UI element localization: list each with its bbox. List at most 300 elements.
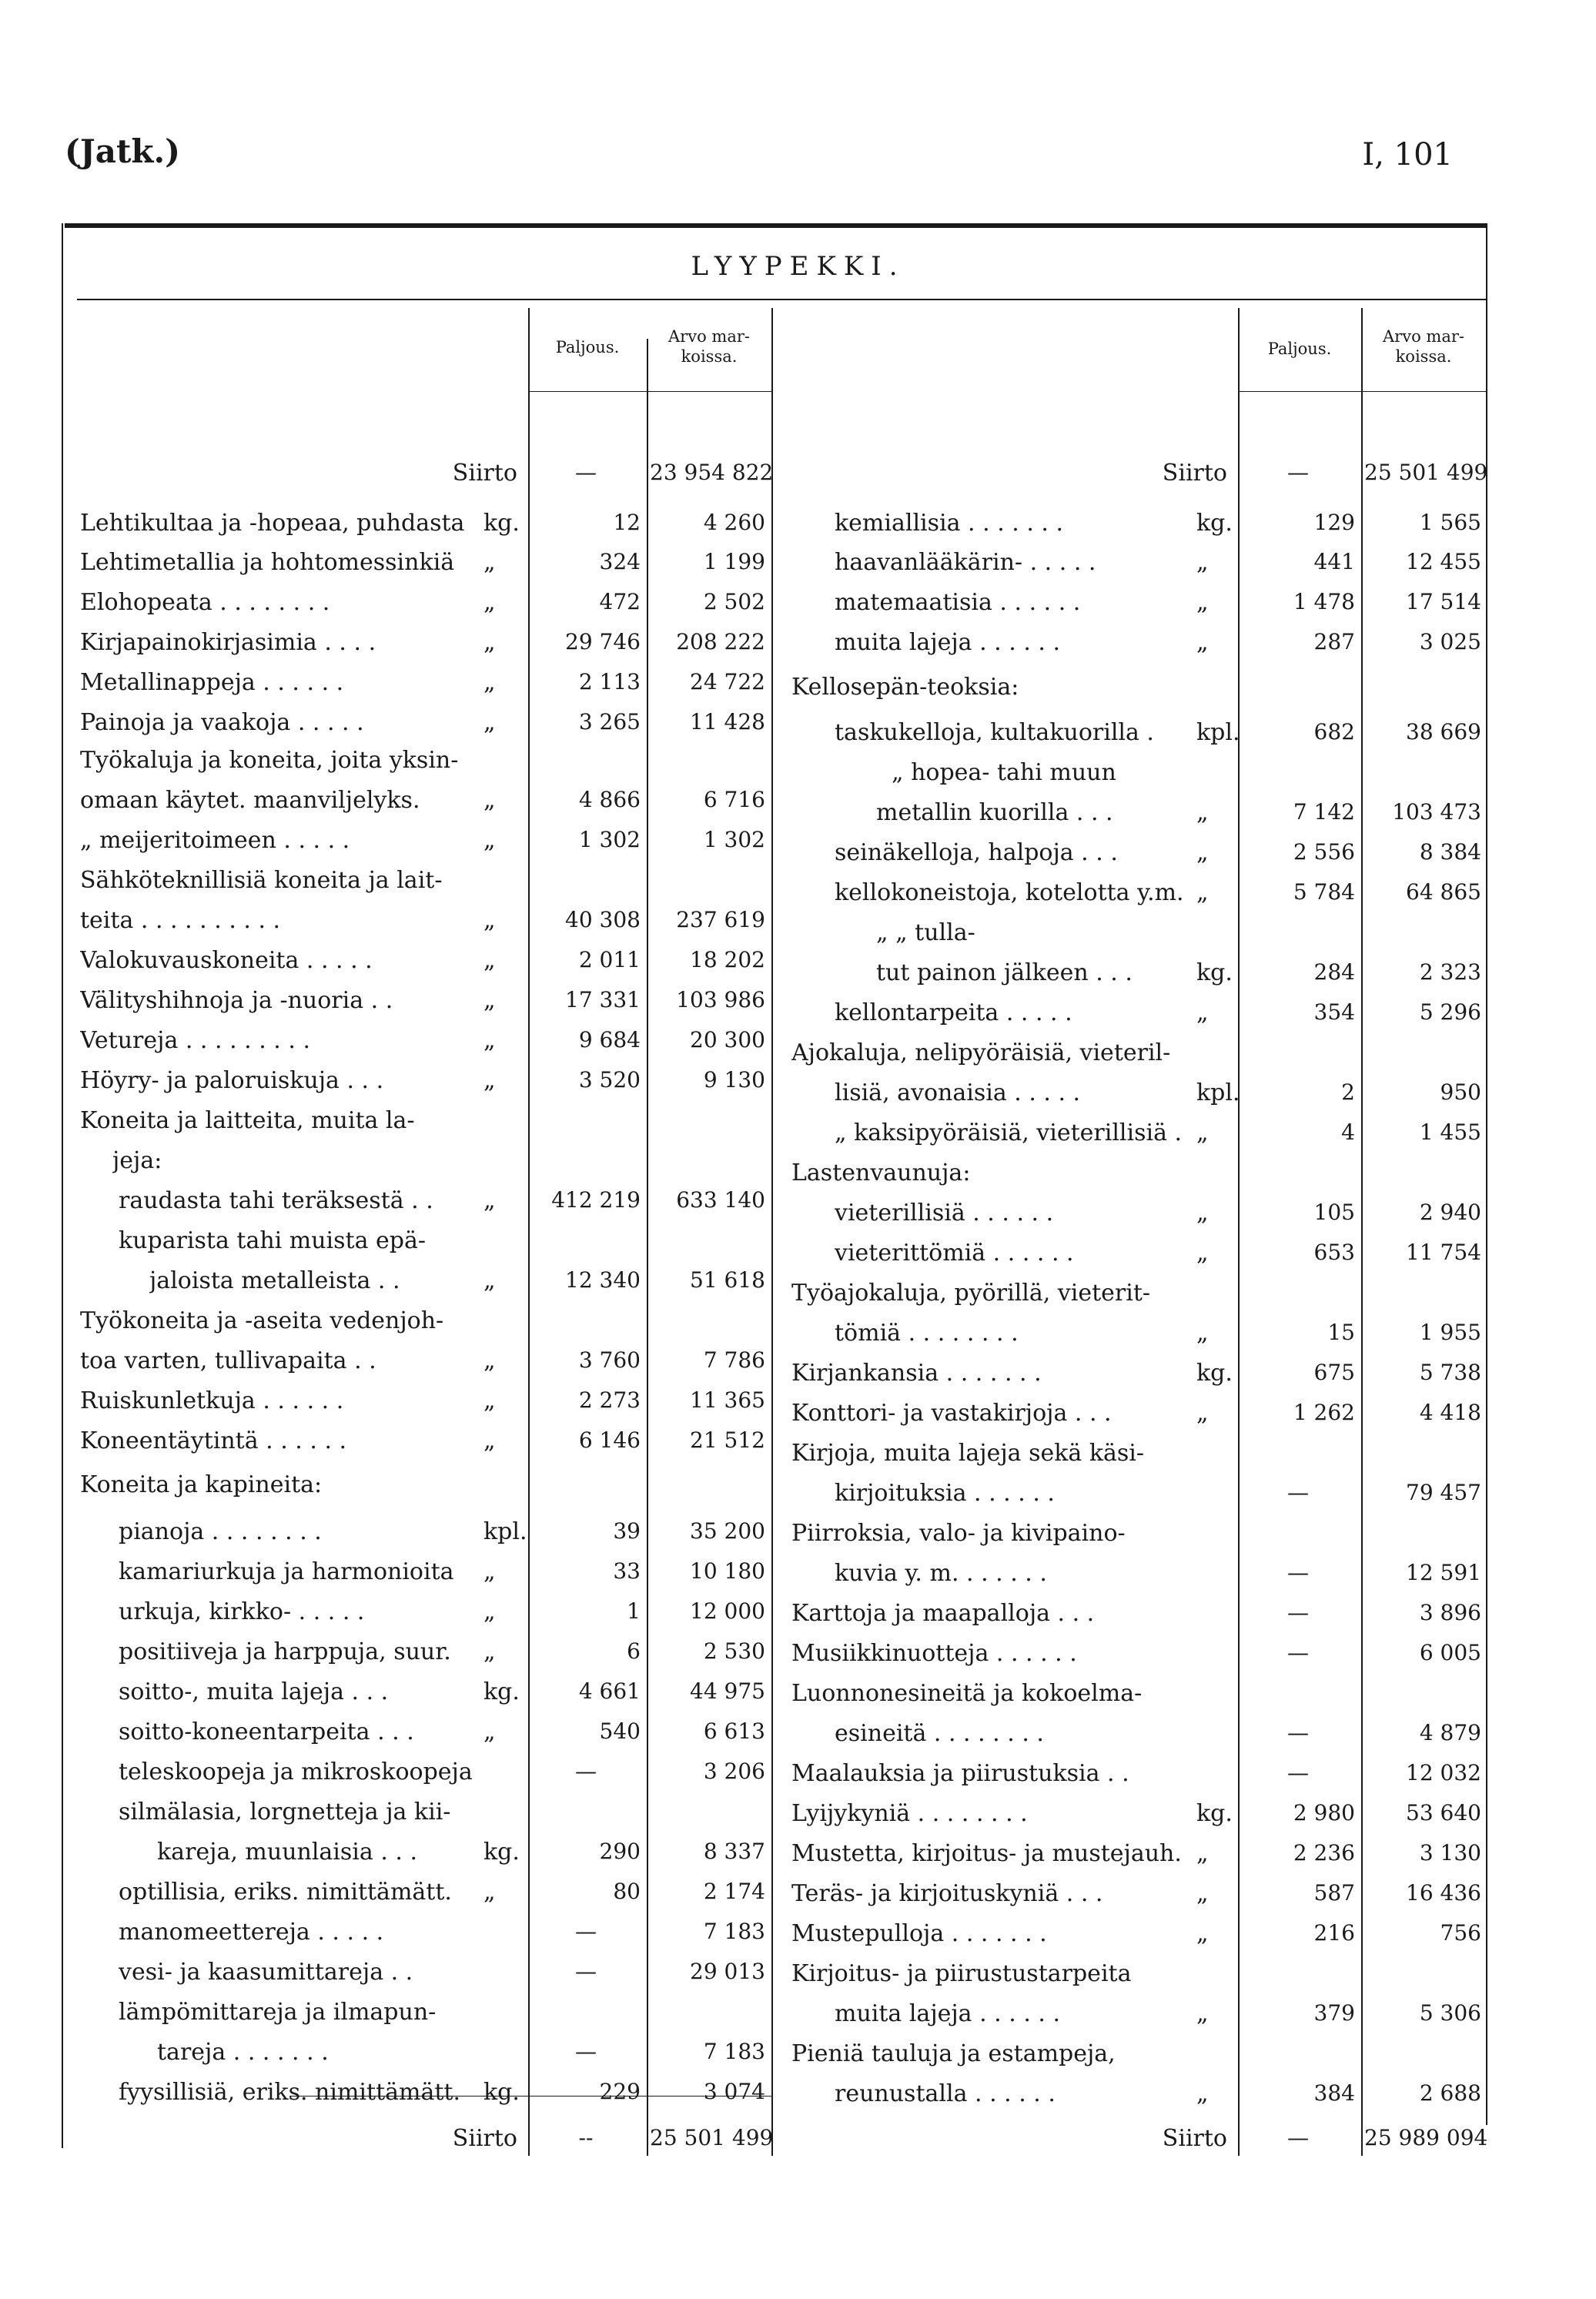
row-quantity: — bbox=[1287, 1640, 1309, 1665]
row-quantity: 2 273 bbox=[578, 1387, 641, 1413]
row-label: vesi- ja kaasumittareja . . bbox=[119, 1959, 413, 1986]
row-quantity: — bbox=[575, 1759, 597, 1784]
row-value: 12 455 bbox=[1406, 549, 1481, 574]
row-quantity: 4 866 bbox=[578, 787, 641, 812]
row-quantity: 4 bbox=[1341, 1119, 1355, 1145]
row-unit: „ bbox=[1196, 2080, 1209, 2107]
row-unit: „ bbox=[483, 709, 496, 736]
table-row bbox=[0, 1200, 1596, 1240]
row-label: „ hopea- tahi muun bbox=[892, 759, 1116, 786]
row-label: Työkaluja ja koneita, joita yksin- bbox=[80, 747, 459, 774]
row-label: lämpömittareja ja ilmapun- bbox=[119, 1999, 437, 2026]
row-label: haavanlääkärin- . . . . . bbox=[835, 549, 1096, 576]
row-value: 35 200 bbox=[690, 1518, 765, 1544]
row-label: kirjoituksia . . . . . . bbox=[835, 1480, 1055, 1507]
row-value: 2 323 bbox=[1419, 959, 1481, 985]
row-label: kemiallisia . . . . . . . bbox=[835, 510, 1064, 537]
row-label: silmälasia, lorgnetteja ja kii- bbox=[119, 1799, 451, 1825]
table-row bbox=[0, 959, 1596, 999]
row-value: 11 365 bbox=[690, 1387, 765, 1413]
row-value: 3 025 bbox=[1419, 629, 1481, 654]
row-label: pianoja . . . . . . . . bbox=[119, 1518, 322, 1545]
row-quantity: 540 bbox=[599, 1718, 641, 1744]
row-unit: kg. bbox=[1196, 1800, 1233, 1827]
row-label: Siirto bbox=[1162, 2125, 1227, 2152]
row-quantity: 17 331 bbox=[565, 987, 641, 1012]
row-value: 12 591 bbox=[1406, 1560, 1481, 1585]
row-value: 2 530 bbox=[703, 1638, 765, 1664]
row-value: 12 032 bbox=[1406, 1760, 1481, 1785]
row-value: 1 302 bbox=[703, 827, 765, 852]
row-value: 5 306 bbox=[1419, 2000, 1481, 2026]
row-label: muita lajeja . . . . . . bbox=[835, 2000, 1060, 2027]
row-quantity: 15 bbox=[1327, 1320, 1355, 1345]
row-unit: „ bbox=[483, 1027, 496, 1054]
table-row bbox=[0, 1160, 1596, 1200]
row-label: Mustetta, kirjoitus- ja mustejauh. bbox=[791, 1840, 1182, 1867]
row-label: kareja, muunlaisia . . . bbox=[157, 1839, 417, 1866]
table-row bbox=[0, 1760, 1596, 1800]
row-label: teleskoopeja ja mikroskoopeja bbox=[119, 1759, 473, 1785]
row-quantity: — bbox=[575, 1919, 597, 1944]
row-quantity: 40 308 bbox=[565, 907, 641, 932]
row-unit: „ bbox=[1196, 999, 1209, 1026]
row-label: Musiikkinuotteja . . . . . . bbox=[791, 1640, 1077, 1667]
row-unit: „ bbox=[1196, 1320, 1209, 1347]
row-quantity: 2 bbox=[1341, 1079, 1355, 1105]
row-label: manomeettereja . . . . . bbox=[119, 1919, 384, 1946]
row-label: positiiveja ja harppuja, suur. bbox=[119, 1638, 451, 1665]
table-row bbox=[0, 1480, 1596, 1520]
row-label: Metallinappeja . . . . . . bbox=[80, 669, 344, 696]
table-row bbox=[0, 1240, 1596, 1280]
row-unit: „ bbox=[483, 1558, 496, 1585]
row-value: 8 337 bbox=[703, 1839, 765, 1864]
row-label: omaan käytet. maanviljelyks. bbox=[80, 787, 420, 814]
row-value: 3 074 bbox=[703, 2079, 765, 2104]
row-quantity: 6 146 bbox=[578, 1427, 641, 1453]
table-row bbox=[0, 1680, 1596, 1720]
row-label: metallin kuorilla . . . bbox=[876, 799, 1113, 826]
table-row bbox=[0, 719, 1596, 759]
table-row bbox=[0, 999, 1596, 1039]
row-value: 7 183 bbox=[703, 1919, 765, 1944]
row-value: 6 613 bbox=[703, 1718, 765, 1744]
row-label: matemaatisia . . . . . . bbox=[835, 589, 1081, 616]
row-label: kuparista tahi muista epä- bbox=[119, 1227, 427, 1254]
row-value: 4 879 bbox=[1419, 1720, 1481, 1745]
row-unit: kg. bbox=[483, 1678, 520, 1705]
row-label: „ „ tulla- bbox=[876, 919, 975, 946]
row-label: Kirjoja, muita lajeja sekä käsi- bbox=[791, 1440, 1145, 1467]
row-label: Höyry- ja paloruiskuja . . . bbox=[80, 1067, 384, 1094]
table-row bbox=[0, 549, 1596, 589]
table-row bbox=[0, 799, 1596, 839]
row-value: 25 989 094 bbox=[1364, 2125, 1488, 2150]
row-value: 21 512 bbox=[690, 1427, 765, 1453]
table-row bbox=[0, 1960, 1596, 2000]
row-value: 23 954 822 bbox=[650, 460, 774, 485]
row-label: Välityshihnoja ja -nuoria . . bbox=[80, 987, 393, 1014]
row-unit: kpl. bbox=[1196, 1079, 1240, 1106]
row-value: 1 455 bbox=[1419, 1119, 1481, 1145]
row-label: Luonnonesineitä ja kokoelma- bbox=[791, 1680, 1143, 1707]
row-quantity: 1 bbox=[627, 1598, 641, 1624]
row-unit: „ bbox=[1196, 549, 1209, 576]
table-row bbox=[0, 1560, 1596, 1600]
row-unit: „ bbox=[483, 947, 496, 974]
row-quantity: 1 302 bbox=[578, 827, 641, 852]
row-value: 44 975 bbox=[690, 1678, 765, 1704]
right-paljous-header bbox=[1238, 339, 1361, 359]
row-label: Lastenvaunuja: bbox=[791, 1160, 971, 1186]
row-value: 633 140 bbox=[676, 1187, 765, 1213]
row-value: 25 501 499 bbox=[1364, 460, 1488, 485]
row-label: taskukelloja, kultakuorilla . bbox=[835, 719, 1154, 746]
row-label: Maalauksia ja piirustuksia . . bbox=[791, 1760, 1129, 1787]
row-unit: „ bbox=[1196, 629, 1209, 656]
row-unit: „ bbox=[483, 549, 496, 576]
row-unit: „ bbox=[1196, 1880, 1209, 1907]
row-quantity: 412 219 bbox=[551, 1187, 641, 1213]
row-label: Karttoja ja maapalloja . . . bbox=[791, 1600, 1095, 1627]
row-label: toa varten, tullivapaita . . bbox=[80, 1347, 376, 1374]
row-quantity: — bbox=[1287, 1560, 1309, 1585]
table-row bbox=[0, 1520, 1596, 1560]
row-quantity: 287 bbox=[1313, 629, 1355, 654]
row-label: raudasta tahi teräksestä . . bbox=[119, 1187, 433, 1214]
row-value: 3 206 bbox=[703, 1759, 765, 1784]
row-label: jeja: bbox=[112, 1147, 162, 1174]
row-unit: „ bbox=[1196, 1119, 1209, 1146]
table-row bbox=[0, 2040, 1596, 2080]
row-quantity: 384 bbox=[1313, 2080, 1355, 2106]
row-quantity: 284 bbox=[1313, 959, 1355, 985]
row-quantity: 5 784 bbox=[1293, 879, 1355, 905]
row-value: 17 514 bbox=[1406, 589, 1481, 614]
row-quantity: 2 236 bbox=[1293, 1840, 1355, 1866]
left-arvo-header-line2: koissa. bbox=[681, 347, 738, 366]
row-quantity: 2 011 bbox=[578, 947, 641, 972]
row-unit: „ bbox=[483, 1598, 496, 1625]
row-quantity: 2 113 bbox=[578, 669, 641, 694]
table-row bbox=[0, 1720, 1596, 1760]
row-unit: „ bbox=[483, 1347, 496, 1374]
row-quantity: 3 520 bbox=[578, 1067, 641, 1093]
row-label: optillisia, eriks. nimittämätt. bbox=[119, 1879, 452, 1906]
table-row bbox=[0, 1119, 1596, 1160]
row-value: 8 384 bbox=[1419, 839, 1481, 865]
row-label: seinäkelloja, halpoja . . . bbox=[835, 839, 1118, 866]
row-quantity: — bbox=[1287, 2125, 1309, 2150]
row-label: Kirjoitus- ja piirustustarpeita bbox=[791, 1960, 1132, 1987]
row-value: 756 bbox=[1440, 1920, 1481, 1946]
row-label: Elohopeata . . . . . . . . bbox=[80, 589, 330, 616]
row-quantity: 3 265 bbox=[578, 709, 641, 735]
row-unit: „ bbox=[1196, 1240, 1209, 1267]
row-value: 10 180 bbox=[690, 1558, 765, 1584]
row-value: 103 473 bbox=[1392, 799, 1481, 825]
row-label: Ruiskunletkuja . . . . . . bbox=[80, 1387, 344, 1414]
row-quantity: 1 478 bbox=[1293, 589, 1355, 614]
row-quantity: — bbox=[1287, 460, 1309, 485]
row-label: Lehtikultaa ja -hopeaa, puhdasta bbox=[80, 510, 465, 537]
row-value: 5 296 bbox=[1419, 999, 1481, 1025]
table-row bbox=[0, 759, 1596, 799]
row-label: soitto-, muita lajeja . . . bbox=[119, 1678, 389, 1705]
row-label: vieterillisiä . . . . . . bbox=[835, 1200, 1054, 1226]
row-quantity: 12 bbox=[613, 510, 641, 535]
right-arvo-header-line2: koissa. bbox=[1395, 347, 1452, 366]
row-quantity: 682 bbox=[1313, 719, 1355, 745]
row-value: 11 428 bbox=[690, 709, 765, 735]
row-unit: „ bbox=[1196, 1400, 1209, 1427]
row-quantity: — bbox=[1287, 1480, 1309, 1505]
row-label: reunustalla . . . . . . bbox=[835, 2080, 1056, 2107]
table-row bbox=[0, 1800, 1596, 1840]
row-value: 237 619 bbox=[676, 907, 765, 932]
row-label: urkuja, kirkko- . . . . . bbox=[119, 1598, 365, 1625]
row-label: Koneita ja laitteita, muita la- bbox=[80, 1107, 415, 1134]
row-value: 79 457 bbox=[1406, 1480, 1481, 1505]
page-header-left: (Jatk.) bbox=[65, 132, 180, 170]
left-arvo-header bbox=[647, 326, 771, 366]
table-row bbox=[0, 2125, 1596, 2165]
table-row bbox=[0, 460, 1596, 500]
table-row bbox=[0, 879, 1596, 919]
row-value: 25 501 499 bbox=[650, 2125, 774, 2150]
row-label: Konttori- ja vastakirjoja . . . bbox=[791, 1400, 1112, 1427]
row-quantity: 472 bbox=[599, 589, 641, 614]
right-arvo-header-line1: Arvo mar- bbox=[1383, 327, 1464, 346]
row-quantity: 2 980 bbox=[1293, 1800, 1355, 1825]
table-row bbox=[0, 1440, 1596, 1480]
row-unit: „ bbox=[483, 629, 496, 656]
row-value: 1 199 bbox=[703, 549, 765, 574]
row-unit: „ bbox=[483, 1387, 496, 1414]
title-rule bbox=[77, 299, 1487, 300]
table-row bbox=[0, 589, 1596, 629]
row-label: vieterittömiä . . . . . . bbox=[835, 1240, 1074, 1267]
row-quantity: 33 bbox=[613, 1558, 641, 1584]
row-value: 6 716 bbox=[703, 787, 765, 812]
row-value: 18 202 bbox=[690, 947, 765, 972]
row-label: esineitä . . . . . . . . bbox=[835, 1720, 1044, 1747]
row-value: 208 222 bbox=[676, 629, 765, 654]
row-label: Teräs- ja kirjoituskyniä . . . bbox=[791, 1880, 1103, 1907]
row-label: fyysillisiä, eriks. nimittämätt. bbox=[119, 2079, 460, 2106]
row-quantity: 324 bbox=[599, 549, 641, 574]
row-value: 3 896 bbox=[1419, 1600, 1481, 1625]
row-value: 12 000 bbox=[690, 1598, 765, 1624]
row-unit: „ bbox=[1196, 589, 1209, 616]
row-quantity: 675 bbox=[1313, 1360, 1355, 1385]
row-unit: „ bbox=[483, 787, 496, 814]
right-paljous-header-text: Paljous. bbox=[1267, 340, 1332, 358]
row-quantity: 587 bbox=[1313, 1880, 1355, 1906]
row-unit: „ bbox=[483, 1427, 496, 1454]
header-rule bbox=[528, 391, 771, 392]
row-unit: „ bbox=[483, 669, 496, 696]
row-value: 4 418 bbox=[1419, 1400, 1481, 1425]
row-label: Vetureja . . . . . . . . . bbox=[80, 1027, 310, 1054]
row-value: 2 502 bbox=[703, 589, 765, 614]
row-label: Siirto bbox=[1162, 460, 1227, 487]
row-value: 9 130 bbox=[703, 1067, 765, 1093]
row-unit: „ bbox=[1196, 1200, 1209, 1226]
row-label: soitto-koneentarpeita . . . bbox=[119, 1718, 414, 1745]
row-quantity: — bbox=[1287, 1600, 1309, 1625]
row-label: Mustepulloja . . . . . . . bbox=[791, 1920, 1047, 1947]
row-unit: „ bbox=[483, 907, 496, 934]
page-number: I, 101 bbox=[1362, 137, 1453, 172]
row-quantity: -- bbox=[578, 2125, 594, 2150]
row-unit: kg. bbox=[483, 2079, 520, 2106]
top-rule bbox=[65, 223, 1487, 228]
table-row bbox=[0, 839, 1596, 879]
row-label: kellontarpeita . . . . . bbox=[835, 999, 1072, 1026]
row-quantity: — bbox=[575, 2039, 597, 2064]
row-value: 1 955 bbox=[1419, 1320, 1481, 1345]
table-row bbox=[0, 1280, 1596, 1320]
row-quantity: 354 bbox=[1313, 999, 1355, 1025]
row-value: 6 005 bbox=[1419, 1640, 1481, 1665]
row-unit: „ bbox=[1196, 839, 1209, 866]
row-value: 51 618 bbox=[690, 1267, 765, 1293]
row-value: 2 688 bbox=[1419, 2080, 1481, 2106]
row-label: jaloista metalleista . . bbox=[149, 1267, 400, 1294]
row-quantity: 290 bbox=[599, 1839, 641, 1864]
row-label: lisiä, avonaisia . . . . . bbox=[835, 1079, 1081, 1106]
row-unit: kg. bbox=[1196, 959, 1233, 986]
table-row bbox=[0, 1079, 1596, 1119]
table-row bbox=[0, 1880, 1596, 1920]
row-quantity: 1 262 bbox=[1293, 1400, 1355, 1425]
row-label: Kellosepän-teoksia: bbox=[791, 674, 1019, 701]
row-unit: kg. bbox=[483, 510, 520, 537]
row-quantity: 39 bbox=[613, 1518, 641, 1544]
row-label: „ meijeritoimeen . . . . . bbox=[80, 827, 350, 854]
right-arvo-header bbox=[1361, 326, 1486, 366]
left-paljous-header-text: Paljous. bbox=[555, 338, 620, 356]
row-quantity: 9 684 bbox=[578, 1027, 641, 1052]
row-quantity: 129 bbox=[1313, 510, 1355, 535]
row-unit: kpl. bbox=[1196, 719, 1240, 746]
row-quantity: — bbox=[575, 460, 597, 485]
row-unit: „ bbox=[483, 1267, 496, 1294]
row-label: kellokoneistoja, kotelotta y.m. bbox=[835, 879, 1184, 906]
table-row bbox=[0, 1400, 1596, 1440]
row-label: Koneentäytintä . . . . . . bbox=[80, 1427, 347, 1454]
table-row bbox=[0, 1920, 1596, 1960]
row-value: 24 722 bbox=[690, 669, 765, 694]
left-paljous-header bbox=[528, 337, 647, 357]
table-row bbox=[0, 1840, 1596, 1880]
row-unit: „ bbox=[483, 1718, 496, 1745]
row-unit: kg. bbox=[1196, 510, 1233, 537]
row-quantity: 379 bbox=[1313, 2000, 1355, 2026]
row-value: 950 bbox=[1440, 1079, 1481, 1105]
row-unit: kg. bbox=[483, 1839, 520, 1866]
table-row bbox=[0, 2080, 1596, 2120]
table-row bbox=[0, 1320, 1596, 1360]
row-label: Työajokaluja, pyörillä, vieterit- bbox=[791, 1280, 1151, 1307]
row-label: Sähköteknillisiä koneita ja lait- bbox=[80, 867, 443, 894]
row-value: 29 013 bbox=[690, 1959, 765, 1984]
row-unit: „ bbox=[1196, 1920, 1209, 1947]
row-unit: „ bbox=[483, 1187, 496, 1214]
row-value: 7 786 bbox=[703, 1347, 765, 1373]
row-unit: „ bbox=[483, 827, 496, 854]
row-unit: „ bbox=[1196, 799, 1209, 826]
row-unit: kpl. bbox=[483, 1518, 527, 1545]
row-unit: kg. bbox=[1196, 1360, 1233, 1387]
left-arvo-header-line1: Arvo mar- bbox=[668, 327, 750, 346]
row-label: kamariurkuja ja harmonioita bbox=[119, 1558, 454, 1585]
row-value: 5 738 bbox=[1419, 1360, 1481, 1385]
row-unit: „ bbox=[483, 1067, 496, 1094]
table-row bbox=[0, 1640, 1596, 1680]
table-row bbox=[0, 510, 1596, 550]
row-value: 3 130 bbox=[1419, 1840, 1481, 1866]
row-quantity: 12 340 bbox=[565, 1267, 641, 1293]
row-unit: „ bbox=[1196, 879, 1209, 906]
row-label: Siirto bbox=[452, 2125, 517, 2152]
row-label: Kirjankansia . . . . . . . bbox=[791, 1360, 1042, 1387]
row-quantity: 6 bbox=[627, 1638, 641, 1664]
row-label: teita . . . . . . . . . . bbox=[80, 907, 281, 934]
row-value: 11 754 bbox=[1406, 1240, 1481, 1265]
row-quantity: 80 bbox=[613, 1879, 641, 1904]
row-quantity: — bbox=[1287, 1760, 1309, 1785]
row-unit: „ bbox=[1196, 1840, 1209, 1867]
row-value: 20 300 bbox=[690, 1027, 765, 1052]
row-value: 4 260 bbox=[703, 510, 765, 535]
row-quantity: 29 746 bbox=[565, 629, 641, 654]
row-quantity: 229 bbox=[599, 2079, 641, 2104]
row-unit: „ bbox=[483, 589, 496, 616]
row-label: Koneita ja kapineita: bbox=[80, 1471, 323, 1498]
row-label: Ajokaluja, nelipyöräisiä, vieteril- bbox=[791, 1039, 1171, 1066]
row-unit: „ bbox=[1196, 2000, 1209, 2027]
row-quantity: 441 bbox=[1313, 549, 1355, 574]
row-value: 7 183 bbox=[703, 2039, 765, 2064]
row-label: Lehtimetallia ja hohtomessinkiä bbox=[80, 549, 455, 576]
row-label: Työkoneita ja -aseita vedenjoh- bbox=[80, 1307, 444, 1334]
row-quantity: 4 661 bbox=[578, 1678, 641, 1704]
row-value: 2 940 bbox=[1419, 1200, 1481, 1225]
row-value: 1 565 bbox=[1419, 510, 1481, 535]
row-quantity: 7 142 bbox=[1293, 799, 1355, 825]
row-label: tareja . . . . . . . bbox=[157, 2039, 329, 2066]
row-quantity: — bbox=[1287, 1720, 1309, 1745]
row-label: kuvia y. m. . . . . . . bbox=[835, 1560, 1047, 1587]
row-unit: „ bbox=[483, 1879, 496, 1906]
row-value: 53 640 bbox=[1406, 1800, 1481, 1825]
row-quantity: 653 bbox=[1313, 1240, 1355, 1265]
row-quantity: 3 760 bbox=[578, 1347, 641, 1373]
row-label: Pieniä tauluja ja estampeja, bbox=[791, 2040, 1116, 2067]
table-row bbox=[0, 919, 1596, 959]
row-quantity: — bbox=[575, 1959, 597, 1984]
row-unit: „ bbox=[483, 987, 496, 1014]
row-label: „ kaksipyöräisiä, vieterillisiä . bbox=[835, 1119, 1183, 1146]
row-label: Valokuvauskoneita . . . . . bbox=[80, 947, 373, 974]
row-label: Siirto bbox=[452, 460, 517, 487]
table-row bbox=[0, 1600, 1596, 1640]
table-row bbox=[0, 629, 1596, 669]
table-title: LYYPEKKI. bbox=[691, 251, 905, 282]
